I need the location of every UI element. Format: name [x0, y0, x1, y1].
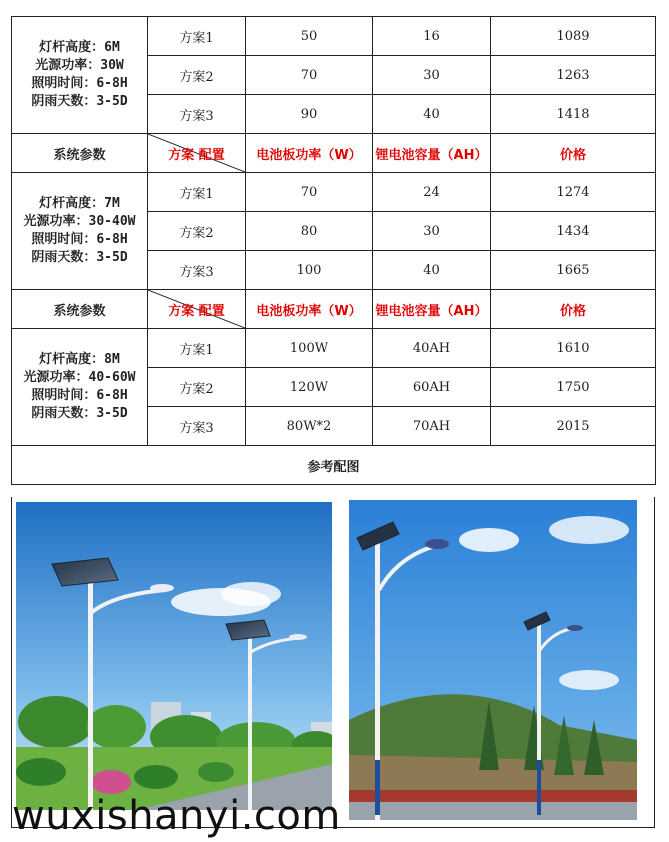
battery-cell: 30 — [373, 212, 491, 251]
price-cell: 1434 — [491, 212, 656, 251]
battery-cell: 30 — [373, 56, 491, 95]
table-row — [12, 329, 656, 368]
plan-cell: 方案1 — [148, 173, 246, 212]
plan-cell: 方案2 — [148, 56, 246, 95]
battery-cell: 40AH — [373, 329, 491, 368]
plan-cell: 方案3 — [148, 407, 246, 446]
table-row — [12, 17, 656, 56]
reference-title-row — [12, 446, 656, 485]
panel-cell: 120W — [246, 368, 373, 407]
reference-photo-road — [349, 500, 637, 820]
spec-cell: 灯杆高度：8M 光源功率：40-60W 照明时间：6-8H 阴雨天数：3-5D — [12, 329, 148, 446]
system-params-label: 系统参数 — [12, 290, 148, 329]
panel-cell: 100W — [246, 329, 373, 368]
plan-cell: 方案1 — [148, 329, 246, 368]
price-cell: 1418 — [491, 95, 656, 134]
battery-cell: 60AH — [373, 368, 491, 407]
spec-cell: 灯杆高度：7M 光源功率：30-40W 照明时间：6-8H 阴雨天数：3-5D — [12, 173, 148, 290]
config-header: 方案 配置 — [148, 134, 246, 173]
price-header: 价格 — [491, 290, 656, 329]
config-header: 方案 配置 — [148, 290, 246, 329]
plan-cell: 方案3 — [148, 95, 246, 134]
panel-cell: 70 — [246, 56, 373, 95]
watermark: wuxishanyi.com — [12, 793, 341, 839]
reference-photo-park — [16, 502, 332, 810]
spec-table — [11, 16, 656, 485]
battery-cell: 24 — [373, 173, 491, 212]
street-light-illustration — [16, 502, 332, 810]
battery-cell: 70AH — [373, 407, 491, 446]
plan-cell: 方案2 — [148, 212, 246, 251]
battery-cell: 40 — [373, 251, 491, 290]
panel-cell: 80 — [246, 212, 373, 251]
plan-cell: 方案3 — [148, 251, 246, 290]
panel-cell: 80W*2 — [246, 407, 373, 446]
price-cell: 1263 — [491, 56, 656, 95]
table-row — [12, 173, 656, 212]
panel-cell: 50 — [246, 17, 373, 56]
price-cell: 1274 — [491, 173, 656, 212]
header-row — [12, 290, 656, 329]
plan-cell: 方案1 — [148, 17, 246, 56]
price-cell: 1089 — [491, 17, 656, 56]
panel-cell: 90 — [246, 95, 373, 134]
battery-cell: 16 — [373, 17, 491, 56]
street-light-illustration — [349, 500, 637, 820]
plan-cell: 方案2 — [148, 368, 246, 407]
price-cell: 1665 — [491, 251, 656, 290]
spec-cell: 灯杆高度：6M 光源功率：30W 照明时间：6-8H 阴雨天数：3-5D — [12, 17, 148, 134]
panel-cell: 70 — [246, 173, 373, 212]
price-cell: 2015 — [491, 407, 656, 446]
price-cell: 1610 — [491, 329, 656, 368]
header-row — [12, 134, 656, 173]
price-cell: 1750 — [491, 368, 656, 407]
battery-cell: 40 — [373, 95, 491, 134]
price-header: 价格 — [491, 134, 656, 173]
panel-header: 电池板功率（W） — [246, 134, 373, 173]
system-params-label: 系统参数 — [12, 134, 148, 173]
panel-cell: 100 — [246, 251, 373, 290]
reference-title: 参考配图 — [12, 446, 656, 485]
panel-header: 电池板功率（W） — [246, 290, 373, 329]
battery-header: 锂电池容量（AH） — [373, 134, 491, 173]
battery-header: 锂电池容量（AH） — [373, 290, 491, 329]
